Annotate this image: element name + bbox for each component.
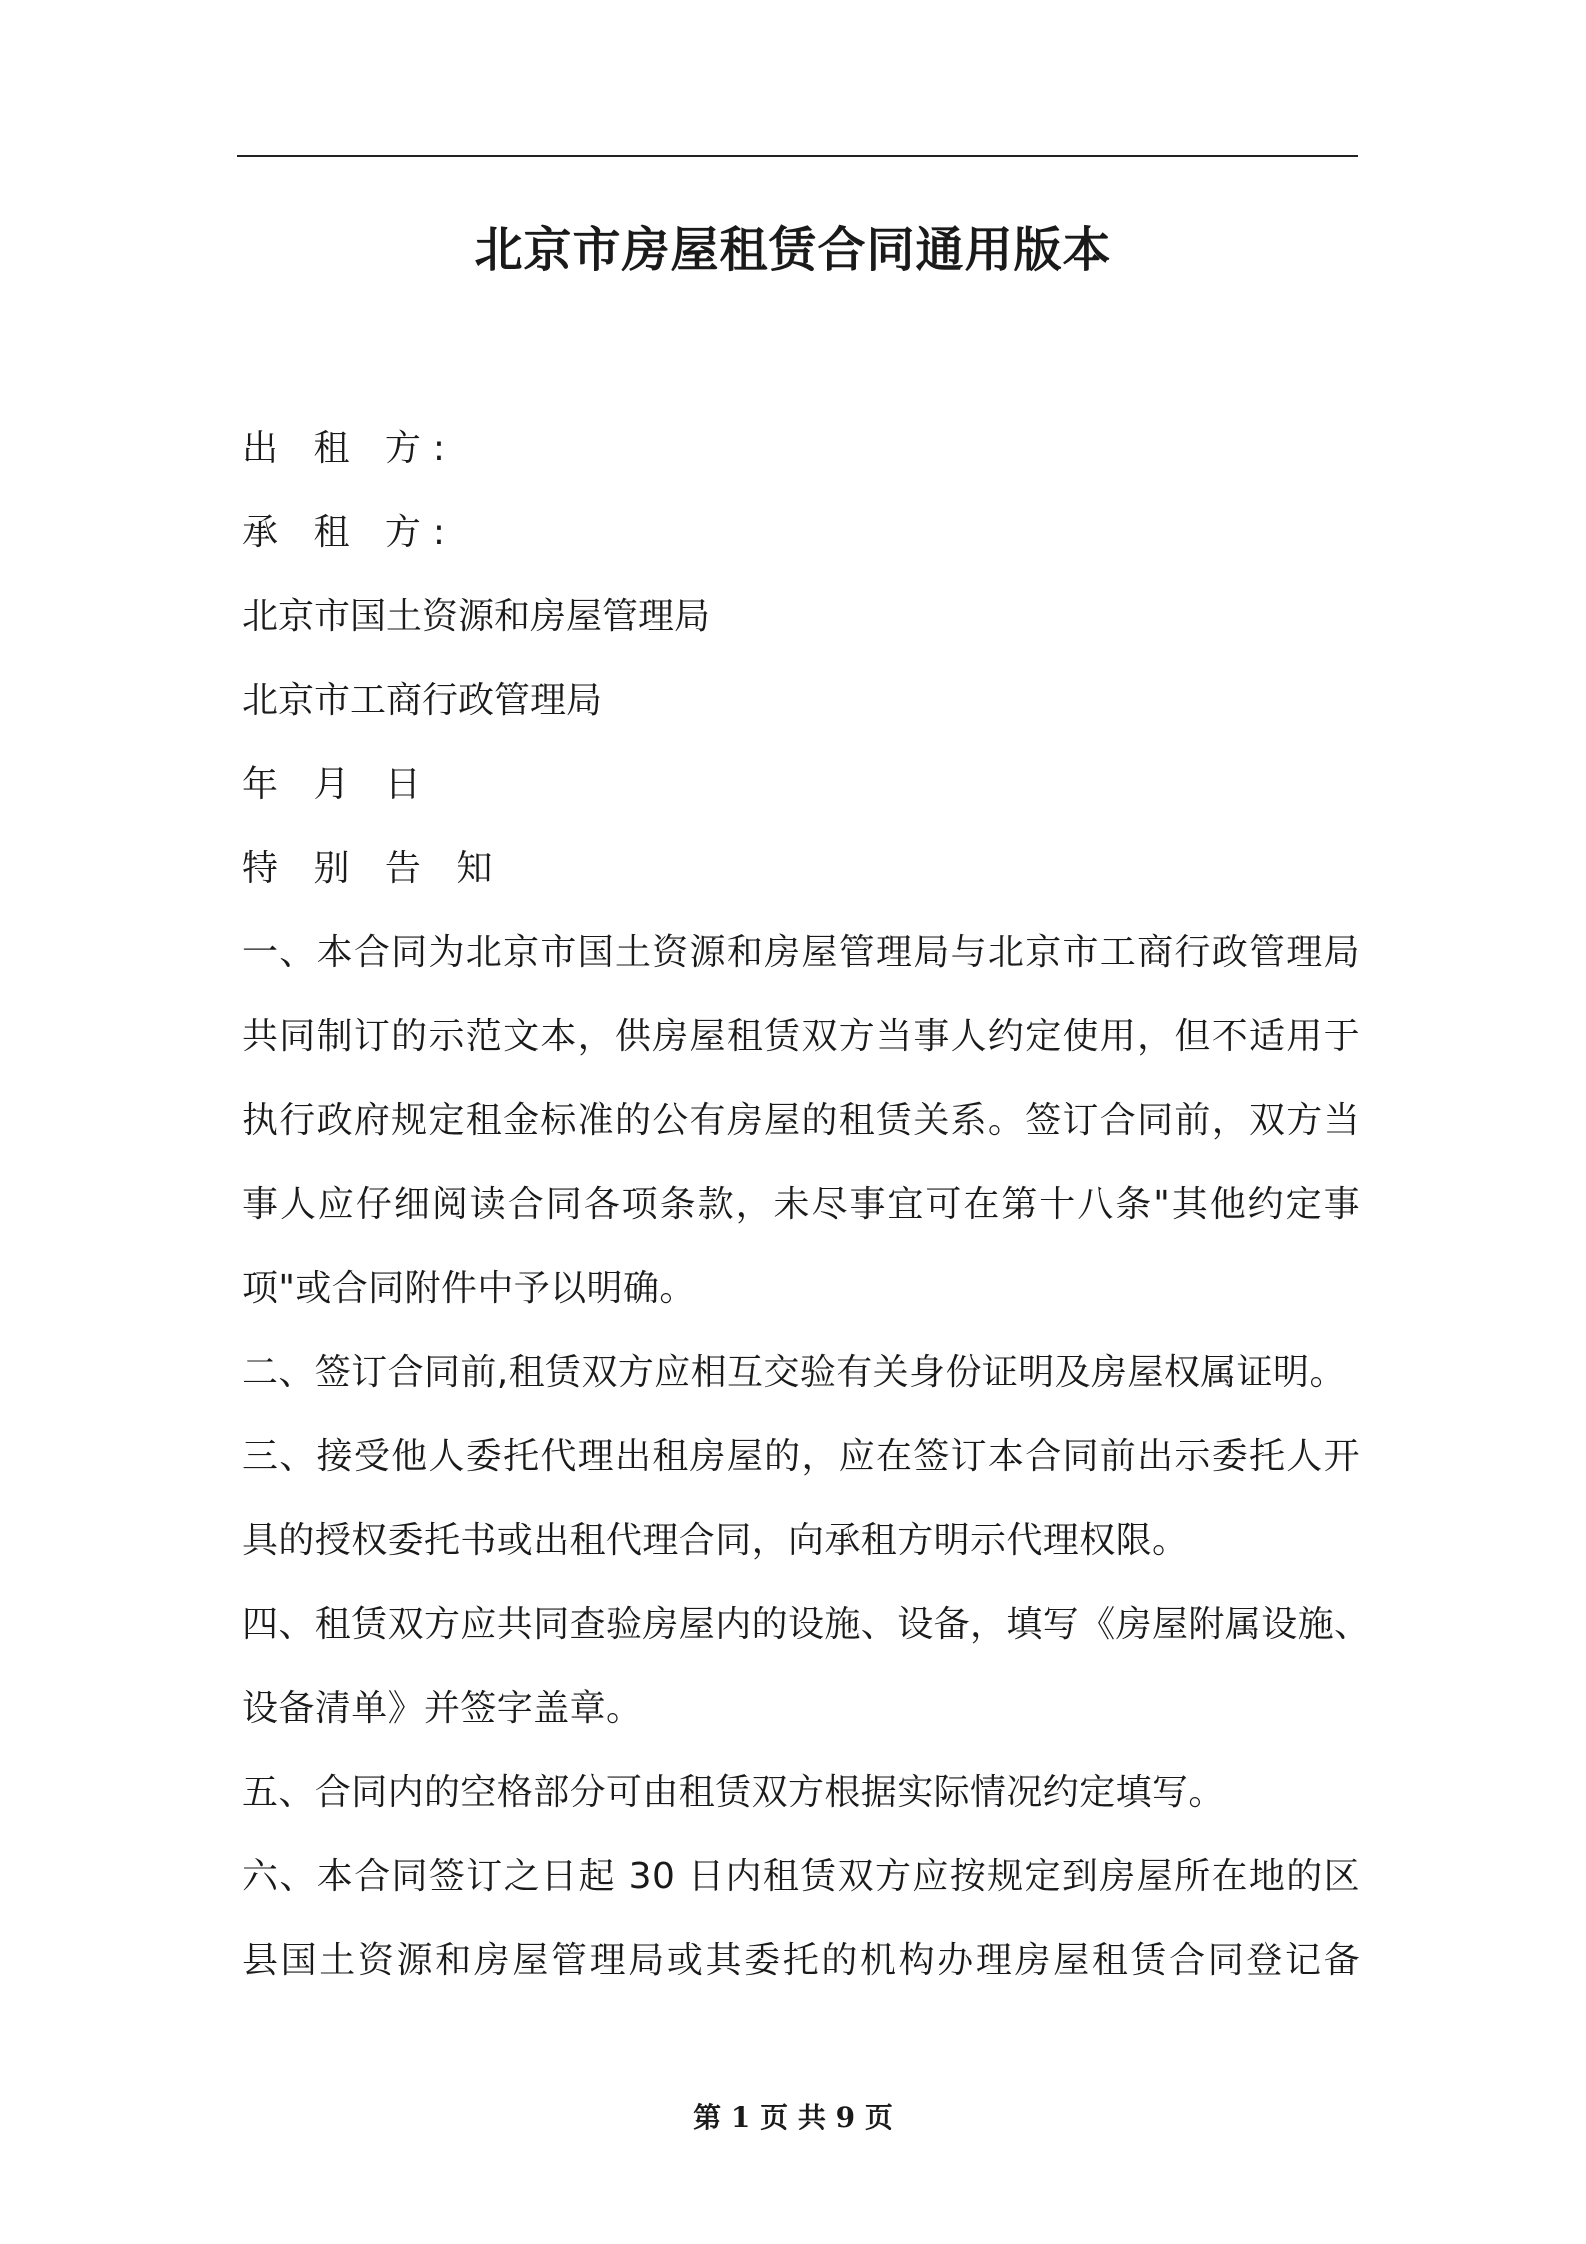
clause-4	[242, 1583, 1371, 1751]
document-body	[242, 407, 1371, 2003]
lessee-label: 承 租 方:	[242, 512, 458, 553]
header-rule	[237, 155, 1358, 157]
page-footer: 第 1 页 共 9 页	[693, 2101, 893, 2134]
clause-6-line: 县国土资源和房屋管理局或其委托的机构办理房屋租赁合同登记备	[242, 1940, 1360, 1981]
clause-1-line: 项"或合同附件中予以明确。	[242, 1268, 696, 1309]
clause-5	[242, 1751, 1360, 1835]
clause-6	[242, 1835, 1360, 2003]
clause-1	[242, 911, 1360, 1331]
document-title: 北京市房屋租赁合同通用版本	[474, 222, 1112, 278]
issuer-commerce-bureau: 北京市工商行政管理局	[242, 680, 603, 721]
clause-4-line: 四、租赁双方应共同查验房屋内的设施、设备，填写《房屋附属设施、	[242, 1604, 1371, 1645]
clause-1-line: 共同制订的示范文本，供房屋租赁双方当事人约定使用，但不适用于	[242, 1016, 1360, 1057]
issuer-land-housing-bureau: 北京市国土资源和房屋管理局	[242, 596, 711, 637]
clause-1-line: 执行政府规定租金标准的公有房屋的租赁关系。签订合同前，双方当	[242, 1100, 1360, 1141]
clause-1-line: 一、本合同为北京市国土资源和房屋管理局与北京市工商行政管理局	[242, 932, 1360, 973]
notice-heading: 特 别 告 知	[242, 848, 505, 889]
lessor-label: 出 租 方:	[242, 428, 458, 469]
clause-3-line: 具的授权委托书或出租代理合同，向承租方明示代理权限。	[242, 1520, 1189, 1561]
clause-4-line: 设备清单》并签字盖章。	[242, 1688, 643, 1729]
clause-2-line: 二、签订合同前,租赁双方应相互交验有关身份证明及房屋权属证明。	[242, 1352, 1346, 1393]
clause-5-line: 五、合同内的空格部分可由租赁双方根据实际情况约定填写。	[242, 1772, 1225, 1813]
date-line: 年 月 日	[242, 764, 433, 805]
clause-2	[242, 1331, 1360, 1415]
clause-6-line: 六、本合同签订之日起 30 日内租赁双方应按规定到房屋所在地的区	[242, 1856, 1360, 1897]
clause-1-line: 事人应仔细阅读合同各项条款，未尽事宜可在第十八条"其他约定事	[242, 1184, 1360, 1225]
clause-3	[242, 1415, 1360, 1583]
clause-3-line: 三、接受他人委托代理出租房屋的，应在签订本合同前出示委托人开	[242, 1436, 1360, 1477]
